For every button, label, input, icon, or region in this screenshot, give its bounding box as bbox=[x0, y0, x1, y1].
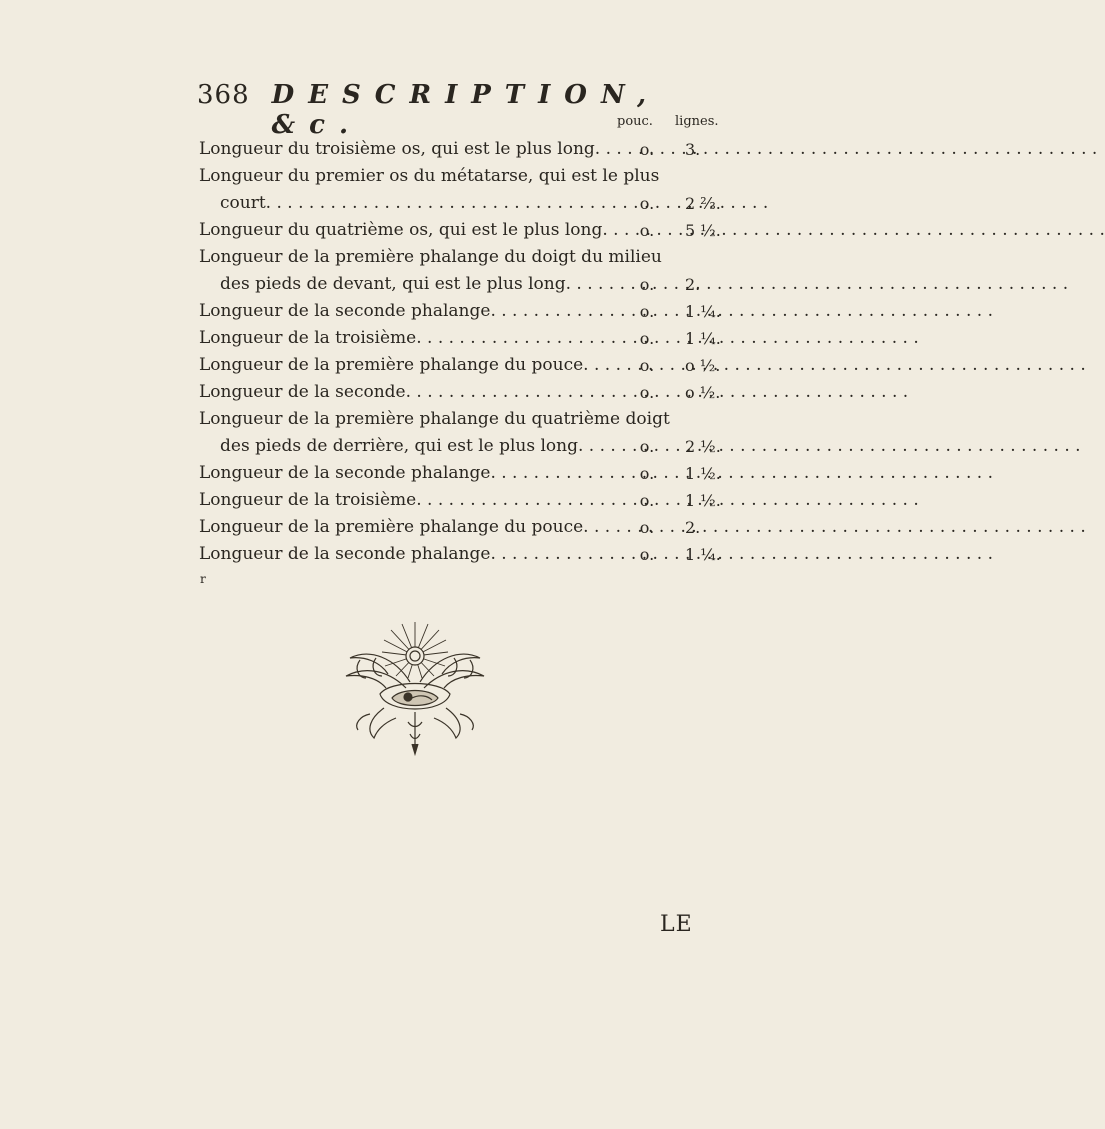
lignes-value: 2. bbox=[685, 275, 701, 294]
label-line: Longueur de la troisième bbox=[199, 490, 417, 510]
running-title: DESCRIPTION, &c. bbox=[271, 80, 661, 140]
pouc-value: o. bbox=[639, 437, 655, 456]
lignes-value: 2. bbox=[685, 518, 701, 537]
measurement-label bbox=[199, 514, 611, 541]
page-number: 368 bbox=[197, 80, 250, 110]
label-line: Longueur du premier os du métatarse, qui est le plus bbox=[199, 166, 660, 186]
measurement-label bbox=[199, 163, 660, 217]
table-row bbox=[199, 352, 769, 379]
table-row bbox=[199, 487, 769, 514]
lignes-value: o ½. bbox=[685, 356, 721, 375]
sun-cherub-vignette-icon bbox=[340, 618, 490, 762]
measurement-label bbox=[199, 352, 611, 379]
measurement-label bbox=[199, 487, 611, 514]
measurement-label bbox=[199, 406, 670, 460]
pouc-value: o. bbox=[639, 221, 655, 240]
measurement-label bbox=[199, 298, 611, 325]
table-row bbox=[199, 136, 769, 163]
label-line: Longueur de la première phalange du pouce bbox=[199, 355, 584, 375]
column-headers bbox=[617, 114, 767, 129]
lignes-value: 1 ½. bbox=[685, 464, 721, 483]
pouc-value: o. bbox=[639, 545, 655, 564]
lignes-value: 1 ½. bbox=[685, 491, 721, 510]
measurement-label bbox=[199, 217, 611, 244]
table-row bbox=[199, 244, 769, 298]
pouc-value: o. bbox=[639, 491, 655, 510]
running-header bbox=[197, 80, 661, 140]
pouc-value: o. bbox=[639, 302, 655, 321]
table-row bbox=[199, 406, 769, 460]
measurement-label bbox=[199, 379, 611, 406]
label-line: des pieds de derrière, qui est le plus long bbox=[220, 436, 578, 456]
column-header-pouc: pouc. bbox=[617, 114, 653, 129]
table-row bbox=[199, 325, 769, 352]
pouc-value: o. bbox=[639, 356, 655, 375]
measurement-label bbox=[199, 541, 611, 568]
label-line: Longueur de la seconde phalange bbox=[199, 463, 491, 483]
label-line: Longueur de la seconde phalange bbox=[199, 301, 491, 321]
table-row bbox=[199, 541, 769, 568]
margin-mark: r bbox=[200, 572, 206, 586]
label-line: Longueur de la première phalange du pouce bbox=[199, 517, 584, 537]
label-line: Longueur du quatrième os, qui est le plus long bbox=[199, 220, 603, 240]
lignes-value: 1 ¼. bbox=[685, 329, 721, 348]
label-line: Longueur de la première phalange du quatrième doigt bbox=[199, 409, 670, 429]
measurement-label bbox=[199, 244, 662, 298]
measurement-label bbox=[199, 460, 611, 487]
lignes-value: 3. bbox=[685, 140, 701, 159]
label-line: court bbox=[220, 193, 266, 213]
table-row bbox=[199, 217, 769, 244]
pouc-value: o. bbox=[639, 464, 655, 483]
label-line: Longueur de la seconde phalange bbox=[199, 544, 491, 564]
lignes-value: 5 ½. bbox=[685, 221, 721, 240]
table-row bbox=[199, 298, 769, 325]
lignes-value: o ½. bbox=[685, 383, 721, 402]
pouc-value: o. bbox=[639, 275, 655, 294]
pouc-value: o. bbox=[639, 329, 655, 348]
measurement-table bbox=[199, 136, 769, 568]
table-row bbox=[199, 514, 769, 541]
label-line: des pieds de devant, qui est le plus long bbox=[220, 274, 566, 294]
lignes-value: 1 ¼. bbox=[685, 545, 721, 564]
table-row bbox=[199, 460, 769, 487]
pouc-value: o. bbox=[639, 194, 655, 213]
measurement-label bbox=[199, 136, 611, 163]
pouc-value: o. bbox=[639, 518, 655, 537]
label-line: Longueur du troisième os, qui est le plus long bbox=[199, 139, 595, 159]
label-line: Longueur de la première phalange du doigt du milieu bbox=[199, 247, 662, 267]
lignes-value: 1 ¼. bbox=[685, 302, 721, 321]
lignes-value: 2 ½. bbox=[685, 437, 721, 456]
lignes-value: 2 ²⁄₃. bbox=[685, 194, 721, 213]
catchword: LE bbox=[660, 912, 693, 937]
table-row bbox=[199, 379, 769, 406]
column-header-lignes: lignes. bbox=[675, 114, 719, 129]
label-line: Longueur de la seconde bbox=[199, 382, 406, 402]
label-line: Longueur de la troisième bbox=[199, 328, 417, 348]
pouc-value: o. bbox=[639, 383, 655, 402]
table-row bbox=[199, 163, 769, 217]
measurement-label bbox=[199, 325, 611, 352]
pouc-value: o. bbox=[639, 140, 655, 159]
